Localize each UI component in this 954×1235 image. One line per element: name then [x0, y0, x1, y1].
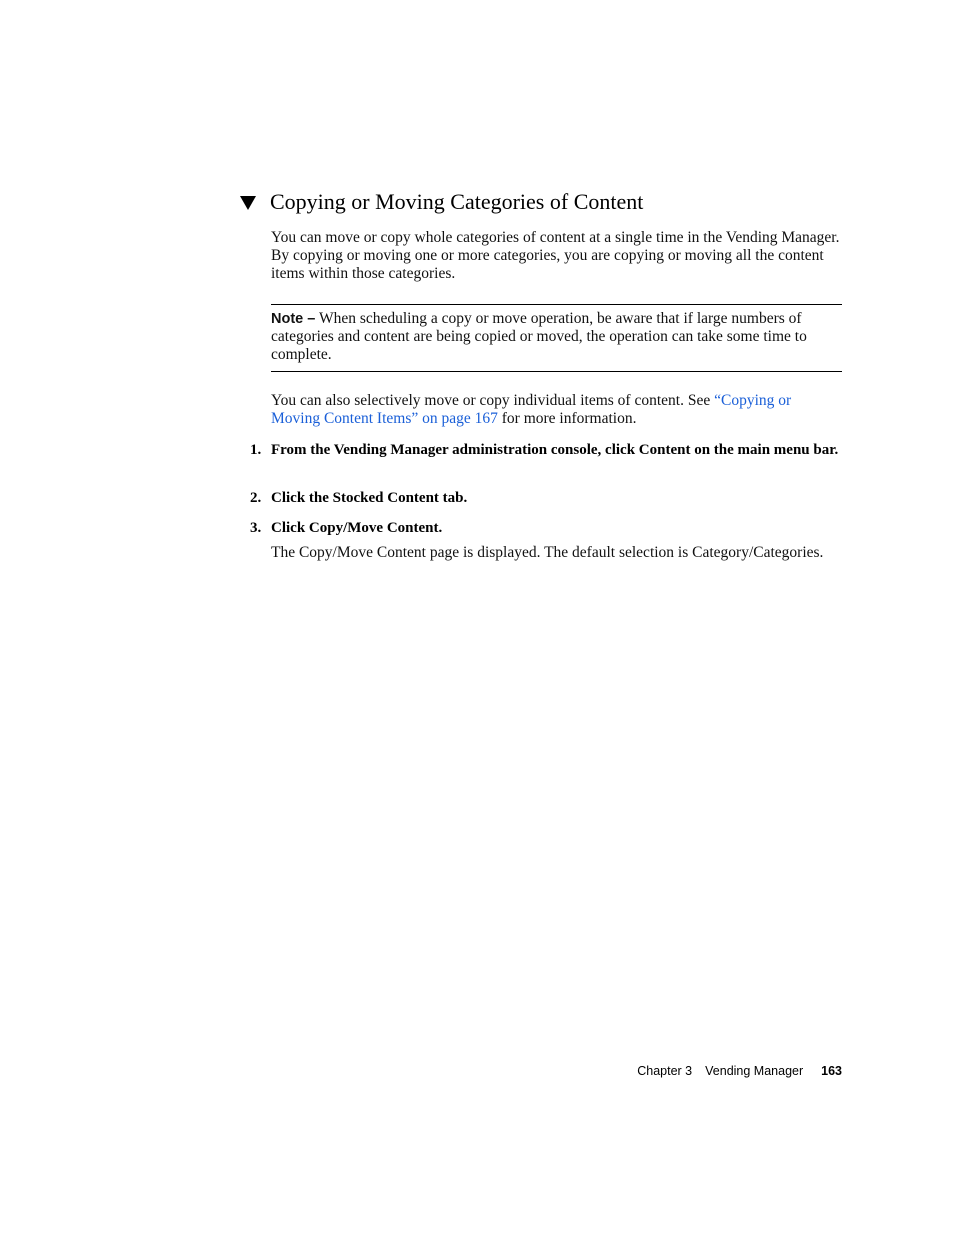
- see-also-paragraph: [271, 392, 843, 428]
- page-footer: [637, 1064, 842, 1078]
- note-text: When scheduling a copy or move operation, be aware that if large numbers of categories and content are being copied or moved, the operation can take some time to complete.: [271, 310, 807, 363]
- footer-title: Vending Manager: [705, 1064, 804, 1078]
- step-text: Click Copy/Move Content.: [271, 520, 443, 536]
- page-number: 163: [821, 1064, 842, 1078]
- step-2: [250, 489, 843, 507]
- see-also-after: for more information.: [501, 410, 637, 427]
- section-heading: [240, 189, 643, 215]
- step-text: Click the Stocked Content tab.: [271, 490, 468, 506]
- procedure-triangle-icon: [240, 196, 256, 210]
- result-paragraph: The Copy/Move Content page is displayed. The default selection is Category/Categories.: [271, 544, 824, 561]
- see-also-before: You can also selectively move or copy individual items of content. See: [271, 392, 711, 409]
- footer-chapter: Chapter 3: [637, 1064, 693, 1078]
- step-number: 1.: [250, 442, 262, 458]
- intro-paragraph: You can move or copy whole categories of content at a single time in the Vending Manager. By copying or moving one or more categories, you are copying or moving all the content items within those categories.: [271, 229, 840, 282]
- step-1: [250, 441, 843, 459]
- cross-reference-link[interactable]: “Copying or Moving Content Items” on page 167: [271, 392, 792, 427]
- note-box: [271, 304, 842, 372]
- step-3: [250, 519, 843, 537]
- section-heading-text: Copying or Moving Categories of Content: [270, 189, 644, 214]
- step-number: 3.: [250, 520, 262, 536]
- note-label: Note –: [271, 311, 316, 327]
- step-number: 2.: [250, 490, 262, 506]
- step-text: From the Vending Manager administration console, click Content on the main menu bar.: [271, 442, 839, 458]
